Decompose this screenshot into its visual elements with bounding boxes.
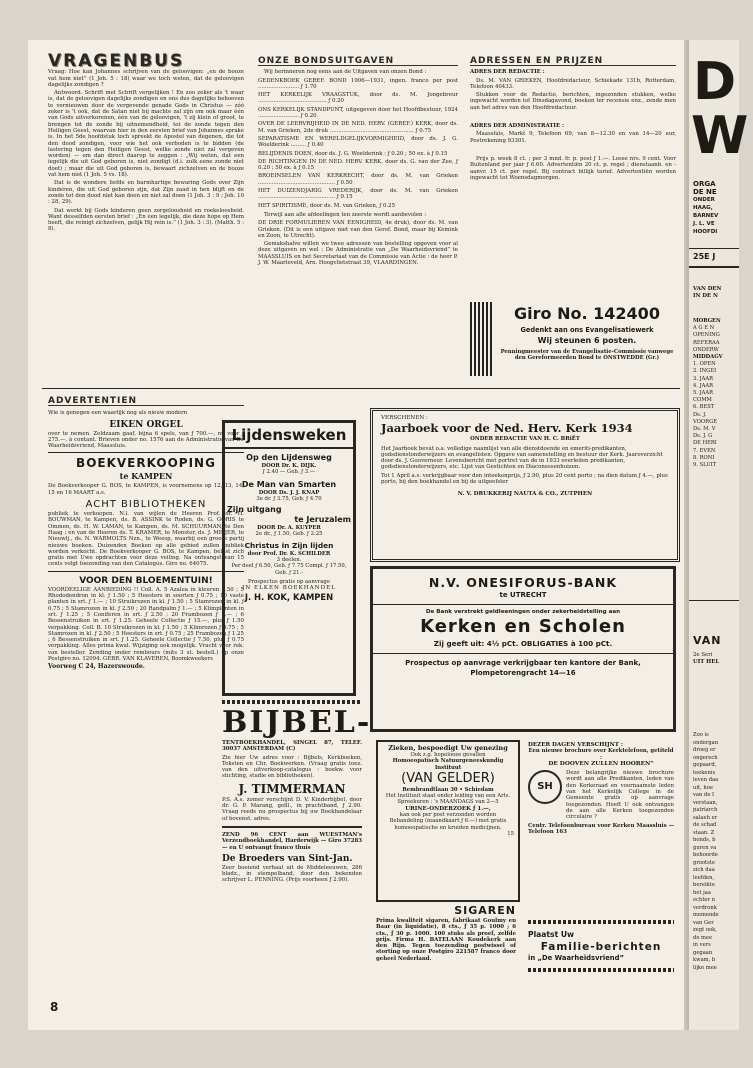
- vragenbus-answer-3: Dat werkt bij Gods kinderen geen zorgeloosheid en roekeloosheid. Want desselfden eersten brief : „En een iegelijk, die deze hope op Hem heeft, die reinigt zichzelven, gelijk Hij rein is.” (1 Joh. 3 : 3). (Matth. 5 : 8).: [48, 207, 244, 233]
- sigaren-text: Prima kwaliteit sigaren, fabrikaat Goulmy en Baar (in liquidatie), 8 cts., ƒ 35 p. 1000 ; 6 cts., ƒ 30 p. 1000. 100 stuks als proef, zelfde prijs. Firma H. BATELAAN Koudekerk aan den Rijn. Tegen toezending postwissel of storting op onze Postgiro 221587 franco door geheel Nederland.: [376, 918, 516, 962]
- next-line: OPENING: [693, 332, 720, 339]
- next-line: verdronk: [693, 904, 717, 911]
- next-line: 8. RONI: [693, 454, 715, 461]
- bondsuitgave-item: HET DUIZENDJARIG VREDERIJK, door ds. M. van Grieken ............................................. ƒ 0.15: [258, 188, 458, 201]
- giro-number: Giro No. 142400: [514, 304, 660, 323]
- next-line: droeg er: [693, 747, 716, 753]
- administratie-title: ADRES DER ADMINISTRATIE :: [470, 123, 564, 130]
- masthead-letter-2: W: [691, 106, 749, 166]
- sigaren-title: SIGAREN: [454, 904, 516, 917]
- van-gelder-urine: URINE-ONDERZOEK ƒ 1.—,: [405, 805, 491, 812]
- next-line: COMM: [693, 397, 712, 404]
- bondsuitgaven-formulieren: DE DRIE FORMULIEREN VAN EENIGHEID, 4e druk), door ds. M. van Grieken. (Dit is een uitgave niet van den Geref. Bond, maar bij Kemink en Zoon, te Utrecht).: [258, 220, 458, 239]
- next-line: 3. JAAR: [693, 375, 714, 382]
- bondsuitgaven-title: ONZE BONDSUITGAVEN: [258, 58, 458, 66]
- next-line: VOORGE: [693, 418, 717, 425]
- vragenbus-question: Vraag: Hoe kan Johannes schrijven van de geloovigen: „en de booze vat hem niet” (1 Joh. 5 : 18) waar we toch weten, dat de geloovigen dagelijks zondigen ?: [48, 69, 244, 88]
- dooven-centr: Centr. Telefoonbureau voor Kerken Maassluis — Telefoon 163: [528, 822, 674, 835]
- orgel-intro: Wie is genegen een waarlijk nog als nieuw modern: [48, 410, 188, 417]
- masthead-line: J. L. VE: [693, 221, 715, 227]
- next-section-sub: [693, 652, 719, 666]
- van-gelder-title: Zieken, bespoedigt Uw genezing: [388, 744, 508, 752]
- vragenbus-title: VRAGENBUS: [48, 51, 185, 71]
- next-line: leven daa: [693, 777, 719, 783]
- masthead-line: HOOFDI: [693, 229, 718, 235]
- boekverkooping-title: BOEKVERKOOPING: [76, 456, 216, 471]
- book-price: Per deel ƒ 6.50, Geb. ƒ 7.75 Compl. ƒ 17.50, Geb. ƒ 21.-: [231, 563, 347, 576]
- publisher-name: J. H. KOK, KAMPEN: [244, 591, 334, 602]
- next-page-agenda: [693, 318, 723, 469]
- onesiforus-subtitle: te UTRECHT: [499, 591, 547, 599]
- next-line: uit, hoe: [693, 784, 713, 791]
- jaarboek-ad: [370, 408, 680, 562]
- book-title: Christus in Zijn lijden: [244, 540, 334, 550]
- telefoonbureau-logo-icon: SH: [528, 770, 562, 804]
- onesiforus-big: Kerken en Scholen: [420, 616, 626, 638]
- zend-text: ZEND 96 CENT aan WUESTMAN's Verzendboekhandel, Harderwijk — Giro 37283 — en U ontvangt franco thuis: [222, 831, 362, 851]
- boekverkooping-text: De Boekverkooper G. BOS, te KAMPEN, is voornemens op 12, 13, 14, 15 en 16 MAART a.s.: [48, 483, 244, 496]
- van-gelder-behandeling: Behandeling (maandkaart ƒ 6.—) met gratis homoeopatische en kruiden medicijnen.: [389, 818, 507, 831]
- book-price: 2e dr., ƒ 1.50, Geb. ƒ 2.25: [255, 531, 323, 538]
- divider: [689, 248, 739, 249]
- next-line: 5. JAAR: [693, 390, 714, 397]
- administratie-address: Maassluis, Markt 9, Telefoon 69, van 8—12.30 en van 14—20 uur, Postrekening 93301.: [470, 131, 676, 144]
- divider: [373, 653, 673, 654]
- next-line: verstaan,: [693, 799, 718, 806]
- next-page-body: [693, 732, 719, 972]
- next-page-edge: [688, 40, 749, 1030]
- next-line: guren va: [693, 844, 717, 851]
- next-line: MORGEN: [693, 318, 721, 324]
- book-title-2: te Jeruzalem: [294, 515, 351, 525]
- plaatst-line-1: Plaatst Uw: [528, 930, 575, 939]
- bijbel-ps: P.S. A.s. zomer verschijnt D. V. Kinderbijbel, door dr. G. P. Marang, geïll., in prachtband, ƒ 2.90. Vraag reeds nu prospectus bij uw Boekhandelaar of bovenst. adres.: [222, 796, 362, 822]
- van-gelder-staat: Het Instituut staat onder leiding van een Arts.: [385, 793, 511, 800]
- next-line: bonds, b: [693, 837, 716, 843]
- giro-line-1: Gedenkt aan ons Evangelisatiewerk: [520, 326, 654, 334]
- next-line: REFERAA: [693, 339, 720, 346]
- next-line: gegaan: [693, 949, 713, 956]
- van-gelder-homeo: Homoeopatisch Natuurgeneeskundig Instituut: [392, 758, 504, 771]
- jaarboek-title: Jaarboek voor de Ned. Herv. Kerk 1934: [381, 421, 633, 436]
- next-line: 2e Seri: [693, 652, 713, 658]
- giro-line-3: Penningmeester van de Evangelisatie-Commissie vanwege den Gereformeerden Bond te ONSTWEDDE (Gr.): [500, 349, 674, 362]
- next-line: leefden,: [693, 874, 715, 881]
- redactie-address: Ds. M. VAN GRIEKEN, Hoofdredacteur, Schiekade 131b, Rotterdam, Telefoon 40433.: [470, 77, 676, 90]
- next-line: 2. INGEI: [693, 368, 717, 375]
- bloementuin-address: Voorweg C 24, Hazerswoude.: [48, 663, 145, 671]
- dooven-text: Deze belangrijke nieuwe brochure wordt aan alle Predikanten, leden van den Kerkeraad en voornaamste leden van het Kerkelijk College in de Gemeente gratis op aanvrage toegezonden. Heeft U ook ontvangen de aan alle Kerken toegezonden circulaire ?: [566, 770, 674, 821]
- next-line: salaeh er: [693, 814, 718, 821]
- next-line: lijke mee: [693, 964, 717, 971]
- advertentien-title: ADVERTENTIEN: [48, 398, 244, 406]
- book-author: DOOR Ds. J. J. KNAP: [258, 489, 320, 496]
- book-title: Zijn uitgang: [227, 505, 282, 515]
- bondsuitgave-item: BELIJDENIS DOEN, door ds. J. G. Woelderink : ƒ 0.20 ; 50 ex. à ƒ 0.15: [258, 150, 448, 157]
- van-gelder-urine-2: kan ook per post verzonden worden: [399, 812, 497, 819]
- next-line: 1. OPEN: [693, 361, 716, 368]
- next-line: 4. JAAR: [693, 382, 714, 389]
- masthead-lines: [693, 180, 753, 236]
- orgel-title: EIKEN ORGEL: [109, 419, 183, 430]
- page-number: 8: [50, 1000, 59, 1014]
- onesiforus-obligaties: Zij geeft uit: 4½ pCt. OBLIGATIES à 100 pCt.: [433, 639, 613, 649]
- divider: [48, 452, 244, 453]
- next-line: UIT HEL: [693, 659, 720, 665]
- redactie-info: Stukken voor de Redactie, berichten, ingezonden stukken, welke ingewacht worden tot Dinsdagavond, boeken ter recensie enz., zende men aan het adres van den Hoofdredacteur.: [470, 92, 676, 111]
- next-line: Ds. M. V: [693, 426, 716, 433]
- bibliotheken-text: publiek te verkoopen. N.l. van wijlen de Heeren Prof. dr. H. BOUWMAN, te Kampen, ds. B. ASSINK te Roden, ds. G. GORIS te Ommen, ds. H. W. LAMAN, te Kampen, ds. M. SCHUURMAN, te Den Haag ; en van de Heeren ds. T. KRAMER, te Monster, ds. J. MEIJER, te Nieuwlj., ds. N. WARMOLTS Nzn., te Weesp, waarbij een groote partij nieuwe boeken. Duizenden Boeken op alle gebied zullen publiek worden verkocht. De Boekverkooper G. BOS, te Kampen, belast zich gratis met Uwe opdrachten voor deze veiling. Na ontvangst van 15 cents volgt toezending van den Catalogus. Giro no. 64075.: [48, 511, 244, 568]
- boekverkooping-subtitle: te KAMPEN: [119, 471, 173, 482]
- giro-decoration-bar: [470, 302, 492, 376]
- divider: [373, 604, 673, 605]
- next-line: VAN DEN: [693, 286, 722, 292]
- book-title: De Man van Smarten: [241, 479, 337, 489]
- book-author: DOOR Dr. A. KUYPER: [257, 525, 321, 532]
- dooven-ad: [528, 742, 674, 837]
- next-line: 7. EVEN: [693, 447, 716, 454]
- book-price: ƒ 2.40 — Geb. ƒ 3.—: [262, 469, 316, 476]
- bondsuitgaven-adres: Gemakshalve willen we twee adressen van bestelling opgeven voor al deze uitgaven en wel : De Administratie van „De Waarheidsvriend” te MAASSLUIS en het Secretariaat van de Commissie van Actie : de heer P. J. W. Maarleveld, Arn. Hoogvlietstraat 39, VLAARDINGEN.: [258, 241, 458, 267]
- masthead-line: DE NE: [693, 188, 717, 196]
- next-line: echter n: [693, 897, 715, 903]
- next-line: DE HERI: [693, 440, 717, 447]
- timmerman-name: J. TIMMERMAN: [238, 781, 346, 796]
- sigaren-ad: [376, 904, 516, 964]
- jaarboek-editor: ONDER REDACTIE VAN H. C. BRiËT: [470, 436, 580, 443]
- bondsuitgave-item: HET SPIRITISME, door ds. M. van Grieken, ƒ 0.25: [258, 202, 396, 209]
- next-line: behoorde: [693, 852, 718, 858]
- adressen-title: ADRESSEN EN PRIJZEN: [470, 58, 676, 66]
- next-line: zich daa: [693, 867, 715, 873]
- next-line: bereikte: [693, 882, 715, 888]
- bondsuitgave-item: SEPARATISME EN WERELDGELIJKVORMIGHEID, door ds. J. G. Woelderink ......... ƒ 0.40: [258, 135, 458, 149]
- next-line: kwam, b: [693, 957, 716, 963]
- orgel-text: over te nemen. Zeldzaam gaaf, bijna 6 spels, van ƒ 700.—, nu voor ƒ 275.—, à contant. Brieven onder no. 1576 aan de Administratie van De Waarheidsvriend, Maassluis.: [48, 430, 244, 450]
- divider: [48, 571, 244, 572]
- divider: [689, 600, 739, 601]
- bondsuitgaven-section: [258, 58, 458, 268]
- onesiforus-title: N.V. ONESIFORUS-BANK: [428, 575, 618, 590]
- dooven-sub: Een nieuwe brochure over Kerktelefoon, getiteld :: [528, 748, 674, 761]
- next-line: staan. Z: [693, 829, 715, 836]
- next-line: zegt ook,: [693, 927, 717, 933]
- next-line: patriarch: [693, 807, 718, 813]
- next-line: grootste: [693, 859, 715, 866]
- lijdensweken-ad: [222, 420, 356, 696]
- bondsuitgave-item: HET KERKELIJK VRAAGSTUK, door ds. M. Jongebreur ........................................ ƒ 0.20: [258, 92, 458, 105]
- bloementuin-title: VOOR DEN BLOEMENTUIN!: [79, 575, 213, 586]
- jaarboek-verschenen: VERSCHENEN :: [381, 415, 428, 421]
- masthead-line: ORGA: [693, 180, 716, 188]
- book-author: door Prof. Dr. K. SCHILDER: [247, 550, 331, 557]
- bloementuin-text: VOORDEELIGE AANBIEDING !! Coll. A. 5 Azalea in kleuren 1.50 ; 5 Rhododendron in kl. ƒ 1.50 ; 5 Heesters in soorten ƒ 0.75 ; 10 vaste planten in srt. ƒ 1.— ; 10 Struikrozen in kl. ƒ 1.50 ; 5 Stamrozen in kl. ƒ 0.75 ; 5 Stamrozen in kl. ƒ 2.50 ; 20 Randpalm ƒ 1.— ; 5 Klimplanten in srt. ƒ 1.25 ; 5 Coniferen in srt. ƒ 2.50 ; 20 Frambozen ƒ 1.— ; 6 Bessenstruiken in srt. ƒ 1.25. Geheele Collectie ƒ 15.—, plus ƒ 1.50 verpakking. Coll. B. 10 Struikrozen in kl. ƒ 1.50 ; 5 Klimrozen ƒ 0.75 ; 5 Stamrozen in kl. ƒ 2.50 ; 5 Heesters in srt. ƒ 0.75 ; 25 Frambozen ƒ 1.25 ; 6 Bessenstruiken in srt. ƒ 1.25. Geheele Collectie ƒ 7.50, plus ƒ 0.75 verpakking. Alles prima kwal. Wijziging ook mogelijk. Vracht voor rek. van besteller. Zending onder rembours (mits 3 st. bestell.) op onze Postgiro no. 12094. GEBR. VAN KLAVEREN, Boomkweekers: [48, 586, 244, 663]
- divider: [222, 826, 362, 828]
- book-volumes: 3 deelen.: [276, 557, 302, 564]
- bijbel-header: TENTBOEKHANDEL, SINGEL 87, TELEF. 30037 AMSTERDAM (C): [222, 740, 362, 753]
- giro-ad: [470, 302, 676, 376]
- decorative-border: [222, 700, 362, 704]
- decorative-border: [528, 920, 674, 924]
- jaarboek-publisher: N. V. DRUKKERIJ NAUTA & CO., ZUTPHEN: [457, 491, 593, 498]
- masthead-letter-1: D: [693, 52, 737, 112]
- masthead-line: HAAG,: [693, 205, 713, 211]
- next-line: ONDERW: [693, 346, 719, 353]
- prospectus-note: Prospectus gratis op aanvrage: [248, 578, 330, 585]
- familieberichten-ad: [528, 920, 674, 972]
- bondsuitgave-item: OVER DE LEERVRIJHEID IN DE NED. HERV. (GEREF.) KERK, door ds. M. van Grieken, 2de druk ................................................. ƒ 0.75: [258, 121, 458, 134]
- next-line: A G E N: [693, 325, 715, 332]
- bijbel-title: BIJBEL-: [222, 705, 372, 740]
- next-line: in vers: [693, 942, 711, 948]
- next-line: van de I: [693, 792, 715, 798]
- bijbel-text: Zie hier Uw adres voor : Bijbels, Kerkboeken, Teksten en Chr. Boekwerken. (Vraag gratis toez. van den uitverkoop-catalogus : boekw. voor stichting, studie en bibliotheken).: [222, 754, 362, 780]
- vragenbus-answer-2: Dat is de wondere liefde en barmhartige bewaring Gods over Zijn kinderen, die uit God geboren zijn, dat Zijn zaad in hen blijft en de zonde tot den dood niet kan doen en niet zal doen (1 Joh. 3 : 9 ; Joh. 10 : 28, 29).: [48, 180, 244, 206]
- next-section-title: VAN: [693, 634, 722, 647]
- next-line: de mee: [693, 934, 713, 941]
- next-line: Ds. J.: [693, 411, 707, 418]
- next-line: ondergan: [693, 739, 719, 746]
- next-line: de schad: [693, 822, 717, 828]
- issue-date: 25E J: [693, 252, 716, 261]
- section-divider: [42, 388, 680, 389]
- next-line: 9. SLUIT: [693, 462, 717, 469]
- next-line: ongerech: [693, 754, 718, 761]
- bondsuitgave-item: BROEINSELEN VAN KERKRECHT, door ds. M. van Grieken ............................................. ƒ 0.50: [258, 173, 458, 186]
- van-gelder-ad: [376, 740, 520, 902]
- plaatst-line-2: Familie-berichten: [540, 941, 662, 953]
- jaarboek-text-2: Tot 1 April a.s. verkrijgbaar voor den inteekenprijs, ƒ 2.90, plus 20 cent porto ; na dien datum ƒ 4.—, plus porto, bij den boekhandel en bij de uitgeefster: [381, 472, 668, 486]
- adressen-section: [470, 58, 676, 183]
- vragenbus-section: [48, 51, 244, 235]
- van-gelder-name: (VAN GELDER): [401, 770, 495, 786]
- in-elken-boekhandel: IN ELKEN BOEKHANDEL: [242, 585, 336, 592]
- decorative-border: [528, 968, 674, 972]
- next-line: IN DE N: [693, 292, 718, 299]
- broeders-text: Zeer boeiend verhaal uit de Middeleeuwen, 286 bladz., in stempelband, door den bekenden schrijver L. PENNING. (Prijs voorheen ƒ 2.90).: [222, 864, 362, 884]
- bondsuitgaven-aanbevolen: Terwijl aan alle afdeelingen ten zeerste wordt aanbevolen :: [264, 211, 427, 218]
- bijbel-ad: [222, 700, 372, 886]
- next-line: van Ger: [693, 919, 714, 926]
- advertentien-section: [48, 398, 244, 673]
- divider: [689, 266, 739, 268]
- bondsuitgave-item: DE RICHTINGEN IN DE NED. HERV. KERK, door ds. G. van der Zee, ƒ 0.20 ; 50 ex. à ƒ 0.15: [258, 158, 458, 172]
- next-line: 6. BEST: [693, 404, 715, 411]
- masthead-line: BARNEV: [693, 213, 719, 219]
- next-line: MIDDAGV: [693, 354, 723, 361]
- bondsuitgave-item: GEDENKBOEK GEREF. BOND 1906—1931, ingen. franco per post ........................ ƒ 1.70: [258, 77, 458, 90]
- book-title: Op den Lijdensweg: [246, 453, 332, 462]
- giro-line-2: Wij steunen 6 posten.: [537, 336, 637, 345]
- onesiforus-prospectus: Prospectus op aanvrage verkrijgbaar ten kantore der Bank, Plompetorengracht 14—16: [405, 659, 641, 678]
- redactie-title: ADRES DER REDACTIE :: [470, 69, 545, 76]
- lijdensweken-title: Lijdensweken: [225, 423, 353, 449]
- bibliotheken-title: ACHT BIBLIOTHEKEN: [85, 499, 207, 511]
- next-line: Ds. J. G: [693, 433, 713, 440]
- next-line: het jaa: [693, 889, 711, 896]
- broeders-title: De Broeders van Sint-Jan.: [222, 853, 353, 864]
- plaatst-line-3: in „De Waarheidsvriend”: [528, 954, 624, 962]
- book-author: DOOR Dr. K. DIJK.: [261, 463, 317, 469]
- van-gelder-sub: Ook z.g. hopelooze gevallen: [410, 752, 486, 758]
- van-gelder-number: 15: [507, 830, 514, 837]
- prijzen-text: Prijs p. week 8 ct. ; per 3 mnd. fr. p. post ƒ 1.—. Losse nrs. 9 cent. Voor Buitenland per jaar ƒ 6.60. Advertentiën 20 ct. p. regel ; dienstaanb. en -aanvr. 15 ct. per regel. Bij contract billijk tarief. Advertentiën worden ingewacht tot Woensdagmorgen.: [470, 155, 676, 181]
- next-line: Zoo is: [693, 732, 709, 738]
- book-price: 3e dr. ƒ 3.75, Geb. ƒ 4.70: [256, 495, 322, 502]
- dooven-name: DE DOOVEN ZULLEN HOOREN”: [548, 760, 654, 767]
- next-line: memende: [693, 912, 719, 918]
- vragenbus-answer-1: Antwoord. Schrift met Schrift vergelijken ! En zoo zeker als 't waar is, dat de geloovigen dagelijks zondigen en ons dus dagelijks behoeven te vernieuwen door de vergevende genade Gods in Christus — zóó zeker is 't ook, dat de Satan niet bij machte zal zijn om ook maar één van Gods uitverkorenen, één van de geloovigen, 't zij klein of groot, te brengen tot de zonde bij uitnemendheid, tot de zonde tegen den Heiligen Geest, waarvan hier in den eersten brief van Johannes sprake is. In het 5de hoofdstuk toch spreekt de Apostel van degenen, die tot den dood zondigen, voor wie het ook verboden is te bidden (de lastering tegen den Heiligen Geest, welke zonde niet zal vergeven worden) — om dan direct daarop te zeggen : „Wij weten, dat een iegelijk die uit God geboren is, niet zondigt (d.i. zulk eene zonde niet doet) ; maar die uit God geboren is, bewaart zichzelven en de booze vat hem niet (1 Joh. 5 vs. 18).: [48, 90, 244, 179]
- masthead-line: ONDER: [693, 197, 715, 203]
- van-gelder-address: Rembrandtlaan 30 • Schiedam: [402, 786, 494, 793]
- bondsuitgaven-intro: Wij herinneren nog eens aan de Uitgaven van onzen Bond :: [264, 69, 427, 76]
- next-page-heading: [693, 286, 721, 299]
- onesiforus-ad: [370, 566, 676, 732]
- next-line: teekenis: [693, 769, 716, 776]
- bondsuitgave-item: ONS KERKELIJK STANDPUNT, uitgegeven door het Hoofdbestuur, 1924 ........................ ƒ 0.20: [258, 106, 458, 120]
- van-gelder-spreekuren: Spreekuren : 's MAANDAGS van 2—5: [397, 799, 499, 806]
- next-line: gepaard,: [693, 762, 717, 768]
- dooven-title: DEZER DAGEN VERSCHIJNT :: [528, 742, 623, 748]
- jaarboek-text: Het Jaarboek bevat o.a. volledige naamlijst van alle dienstdoende en emeriti-predikanten, godsdienstonderwijzers en evangelisten. Opgave van samenstelling en bestuur der Kerk. Jaaroverzicht door ds. J. Gouverneur. Levensbericht met portret van de in 1933 overleden predikanten, godsdienstonderwijzers, etc. Lijst van Gestichten en Diaconessenhuizen.: [381, 445, 663, 471]
- onesiforus-line: De Bank verstrekt geldleeningen onder zekerheidstelling aan: [425, 609, 621, 615]
